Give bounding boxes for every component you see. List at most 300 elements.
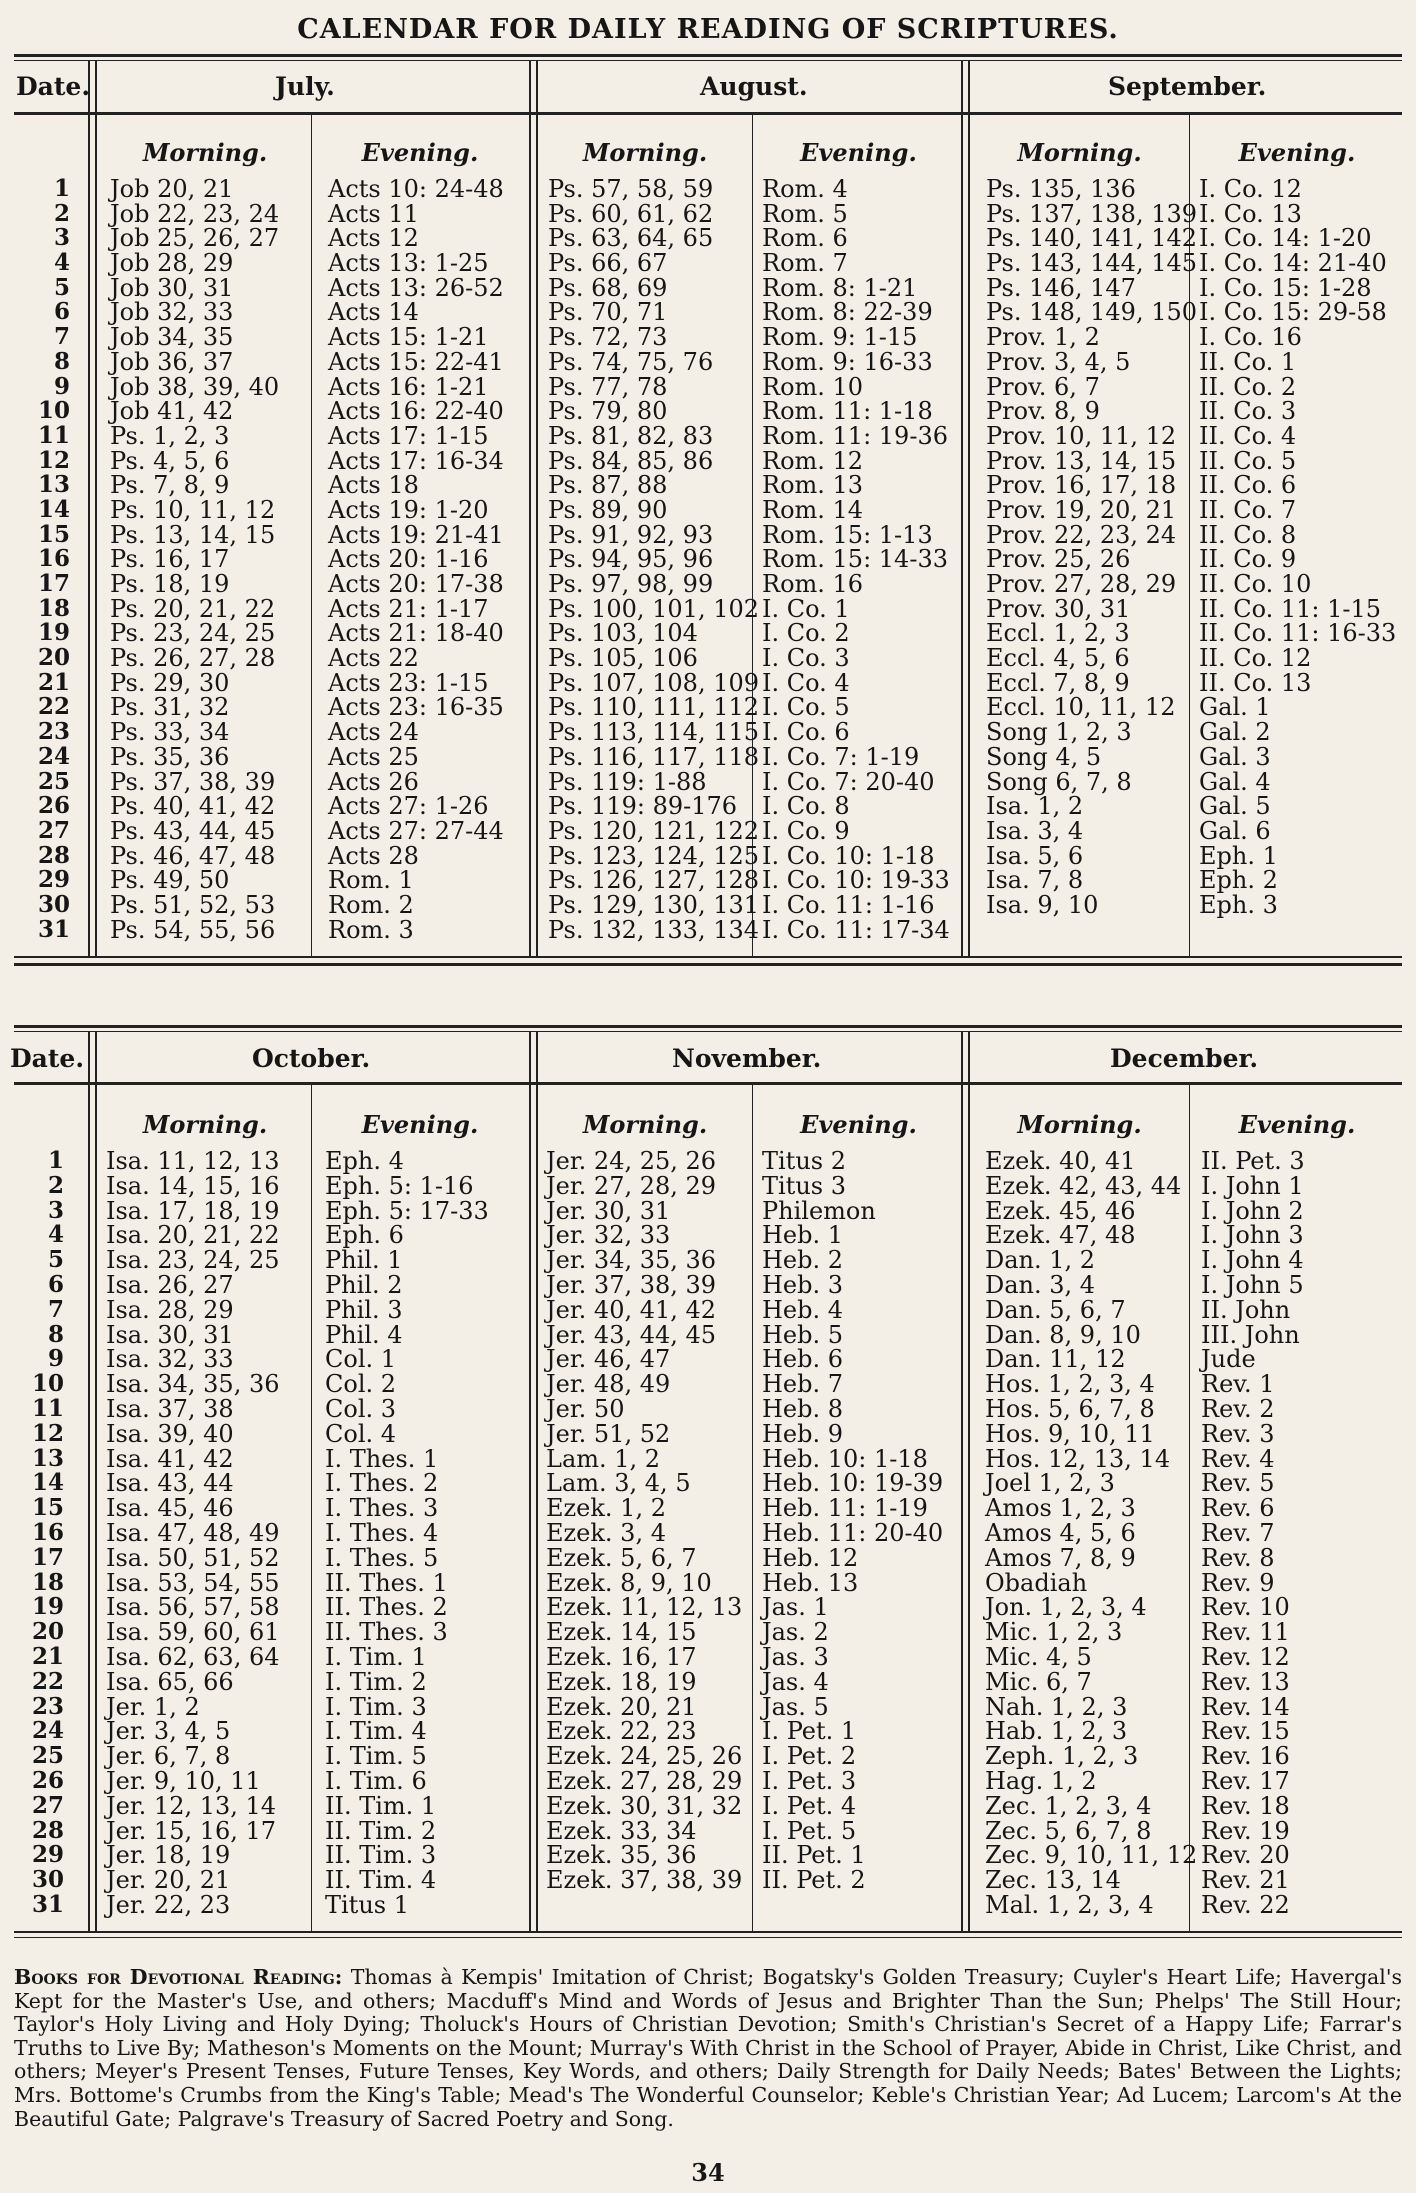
reading-cell: Rom. 8: 22-39 [762,298,933,327]
reading-cell: II. Co. 6 [1199,471,1297,500]
july-morning-column [110,177,279,942]
date-cell: 31 [31,1890,64,1918]
reading-cell: Ps. 43, 44, 45 [110,816,276,845]
reading-cell: Heb. 1 [762,1221,844,1250]
vrule [529,1031,531,1931]
reading-cell: II. Co. 9 [1199,545,1297,574]
reading-cell: Ezek. 8, 9, 10 [546,1568,712,1597]
date-cell: 25 [37,767,70,795]
reading-cell: Rom. 2 [328,890,414,919]
reading-cell: Jer. 32, 33 [546,1221,671,1250]
evening-label: Evening. [1238,1110,1356,1139]
reading-cell: Rom. 9: 1-15 [762,323,918,352]
reading-cell: II. Tim. 4 [325,1866,437,1895]
reading-cell: Ps. 4, 5, 6 [110,446,230,475]
reading-cell: II. Co. 10 [1199,570,1312,598]
reading-cell: Rev. 14 [1201,1692,1290,1721]
reading-cell: Rom. 6 [762,224,848,253]
reading-cell: Ps. 107, 108, 109 [548,668,760,697]
reading-cell: Heb. 3 [762,1270,844,1299]
reading-cell: Ezek. 20, 21 [546,1692,697,1721]
reading-cell: Ps. 10, 11, 12 [110,495,276,524]
vrule [311,1085,312,1931]
reading-cell: Gal. 3 [1199,742,1271,771]
reading-cell: Acts 17: 1-15 [328,421,489,450]
reading-cell: Isa. 32, 33 [106,1345,234,1374]
reading-cell: Ps. 13, 14, 15 [110,520,276,549]
reading-cell: I. John 2 [1201,1196,1304,1225]
reading-cell: II. Co. 13 [1199,668,1312,697]
reading-cell: Eph. 3 [1199,890,1278,919]
reading-cell: Gal. 4 [1199,767,1271,796]
footer-text: Thomas à Kempis' Imitation of Christ; Bogatsky's Golden Treasury; Cuyler's Heart Life; Havergal's Kept for the Master's Use, and others; Macduff's Mind and Words of Jesus and Brighter Than the Sun; Phelps' The Still Hour; Taylor's Holy Living and Holy Dying; Tholuck's Hours of Christian Devotion; Smith's Christian's Secret of a Happy Life; Farrar's Truths to Live By; Matheson's Moments on the Mount; Murray's With Christ in the School of Prayer, Abide in Christ, Like Christ, and others; Meyer's Present Tenses, Future Tenses, Key Words, and others; Daily Strength for Daily Needs; Bates' Between the Lights; Mrs. Bottome's Crumbs from the King's Table; Mead's The Wonderful Counselor; Keble's Christian Year; Ad Lucem; Larcom's At the Beautiful Gate; Palgrave's Treasury of Sacred Poetry and Song. [14,1965,1402,2131]
date-cell: 5 [53,273,70,301]
reading-cell: Prov. 8, 9 [986,397,1100,426]
reading-cell: Jas. 5 [762,1692,829,1721]
reading-cell: Mic. 1, 2, 3 [985,1618,1123,1647]
reading-cell: Ps. 54, 55, 56 [110,915,276,944]
date-cell: 23 [37,718,70,746]
reading-cell: Rom. 14 [762,495,864,524]
vrule [536,60,538,956]
reading-cell: Heb. 6 [762,1345,844,1374]
reading-cell: Jon. 1, 2, 3, 4 [985,1593,1147,1622]
reading-cell: Ps. 40, 41, 42 [110,792,276,821]
reading-cell: Rev. 4 [1201,1444,1275,1473]
reading-cell: Heb. 12 [762,1543,859,1572]
reading-cell: Acts 10: 24-48 [328,175,504,203]
reading-cell: Jer. 30, 31 [546,1196,671,1225]
reading-cell: Hos. 1, 2, 3, 4 [985,1370,1155,1399]
reading-cell: Acts 21: 1-17 [328,594,489,623]
reading-cell: Heb. 2 [762,1246,844,1275]
rule-top-2b [14,1031,1402,1032]
reading-cell: Acts 28 [328,841,419,870]
reading-cell: Ps. 81, 82, 83 [548,421,714,450]
reading-cell: Ps. 129, 130, 131 [548,890,760,919]
morning-label: Morning. [582,1110,708,1139]
reading-cell: Eccl. 4, 5, 6 [986,644,1130,673]
reading-cell: Ps. 140, 141, 142 [986,224,1198,253]
reading-cell: Heb. 13 [762,1568,859,1597]
reading-cell: Isa. 3, 4 [986,816,1084,845]
reading-cell: I. Co. 11: 1-16 [762,890,935,919]
morning-label: Morning. [582,138,708,167]
reading-cell: Dan. 3, 4 [985,1270,1096,1299]
reading-cell: Ezek. 30, 31, 32 [546,1791,743,1820]
vrule [529,60,531,956]
reading-cell: I. John 5 [1201,1270,1304,1299]
reading-cell: Jer. 34, 35, 36 [546,1246,717,1275]
date-cell: 19 [37,619,70,647]
reading-cell: Ezek. 45, 46 [985,1196,1136,1225]
date-cell: 16 [31,1518,64,1546]
reading-cell: I. Thes. 4 [325,1518,439,1547]
vrule [536,1031,538,1931]
reading-cell: Eph. 1 [1199,841,1278,870]
month-header-august: August. [700,72,808,101]
reading-cell: II. Co. 11: 1-15 [1199,594,1382,623]
reading-cell: II. Co. 5 [1199,446,1297,475]
reading-cell [1199,918,1396,943]
reading-cell: Prov. 30, 31 [986,594,1131,623]
reading-cell: Ps. 16, 17 [110,545,230,574]
reading-cell: I. Co. 5 [762,693,850,722]
reading-cell: Acts 26 [328,767,419,796]
reading-cell: Ps. 119: 89-176 [548,792,738,821]
reading-cell: Jude [1201,1345,1256,1374]
evening-label: Evening. [1238,138,1356,167]
reading-cell: II. Thes. 2 [325,1593,448,1622]
date-cell: 20 [31,1618,64,1646]
reading-cell: Rev. 11 [1201,1618,1290,1647]
reading-cell: Rev. 21 [1201,1866,1290,1895]
reading-cell: Prov. 6, 7 [986,372,1100,401]
date-cell: 29 [37,866,70,894]
vrule [961,60,963,956]
reading-cell: Ps. 97, 98, 99 [548,570,714,598]
reading-cell: Isa. 30, 31 [106,1320,234,1349]
date-cell: 4 [53,249,70,277]
date-column [10,177,70,942]
september-morning-column [986,177,1197,942]
reading-cell: II. Pet. 2 [762,1866,866,1895]
reading-cell: Job 22, 23, 24 [110,199,280,228]
rule-bottom-1 [14,956,1402,958]
reading-cell: Jer. 20, 21 [106,1866,231,1895]
date-cell: 17 [37,570,70,597]
date-header: Date. [10,1044,85,1073]
reading-cell: Rom. 15: 14-33 [762,545,948,574]
date-cell: 27 [31,1791,64,1819]
reading-cell: I. Co. 2 [762,619,850,648]
reading-cell: Zec. 1, 2, 3, 4 [985,1791,1152,1820]
reading-cell: II. Co. 12 [1199,644,1312,673]
reading-cell: Titus 2 [762,1147,846,1175]
reading-cell: Ps. 18, 19 [110,570,230,598]
reading-cell: Job 20, 21 [110,175,234,203]
september-evening-column [1199,177,1396,942]
reading-cell: Prov. 1, 2 [986,323,1100,352]
reading-cell: Dan. 11, 12 [985,1345,1126,1374]
reading-cell: Isa. 14, 15, 16 [106,1171,280,1200]
reading-cell: Jas. 4 [762,1667,829,1696]
reading-cell: Ezek. 33, 34 [546,1816,697,1845]
reading-cell: Rev. 1 [1201,1370,1275,1399]
reading-cell: Heb. 4 [762,1295,844,1324]
reading-cell: I. Co. 14: 21-40 [1199,249,1387,278]
reading-cell: Rev. 7 [1201,1518,1275,1547]
reading-cell: Jer. 24, 25, 26 [546,1147,717,1175]
date-cell: 30 [37,890,70,918]
reading-cell: Eph. 6 [325,1221,404,1250]
reading-cell: Ezek. 1, 2 [546,1494,666,1523]
reading-cell: Ps. 137, 138, 139 [986,199,1198,228]
reading-cell: II. Co. 7 [1199,495,1297,524]
december-morning-column [985,1149,1197,1918]
reading-cell: Joel 1, 2, 3 [985,1469,1115,1498]
page-number: 34 [691,2158,725,2187]
reading-cell: Ps. 35, 36 [110,742,230,771]
date-cell: 25 [31,1742,64,1770]
reading-cell: Rev. 6 [1201,1494,1275,1523]
reading-cell: II. Co. 1 [1199,347,1297,376]
date-header: Date. [16,72,91,101]
reading-cell: I. Co. 12 [1199,175,1302,203]
reading-cell: Rom. 9: 16-33 [762,347,933,376]
reading-cell: Ps. 87, 88 [548,471,668,500]
reading-cell: II. Thes. 1 [325,1568,448,1597]
reading-cell: Eccl. 1, 2, 3 [986,619,1130,648]
reading-cell: Jas. 3 [762,1642,829,1671]
reading-cell: Ezek. 5, 6, 7 [546,1543,697,1572]
reading-cell: Jer. 37, 38, 39 [546,1270,717,1299]
reading-cell: Ps. 100, 101, 102 [548,594,760,623]
reading-cell: Isa. 53, 54, 55 [106,1568,280,1597]
month-header-september: September. [1108,72,1267,101]
reading-cell: Song 1, 2, 3 [986,718,1132,747]
date-cell: 18 [31,1568,64,1596]
vrule [95,1031,97,1931]
reading-cell: Rev. 17 [1201,1766,1290,1795]
reading-cell: Heb. 10: 1-18 [762,1444,928,1473]
reading-cell: Ezek. 3, 4 [546,1518,666,1547]
reading-cell: Jer. 46, 47 [546,1345,671,1374]
reading-cell: Phil. 4 [325,1320,403,1349]
date-cell: 15 [37,520,70,548]
reading-cell: Dan. 8, 9, 10 [985,1320,1141,1349]
reading-cell: Rom. 13 [762,471,864,500]
reading-cell: Jer. 1, 2 [106,1692,200,1721]
rule-top-2 [14,1025,1402,1028]
reading-cell: Job 36, 37 [110,347,234,376]
reading-cell: Philemon [762,1196,876,1225]
date-cell: 26 [37,792,70,820]
reading-cell: Ps. 72, 73 [548,323,668,352]
date-cell: 2 [53,199,70,227]
reading-cell: I. Tim. 5 [325,1742,427,1771]
reading-cell: I. Pet. 3 [762,1766,857,1795]
reading-cell: I. John 4 [1201,1246,1304,1275]
reading-cell: Rom. 7 [762,249,848,278]
reading-cell: Rev. 16 [1201,1742,1290,1771]
reading-cell: Heb. 11: 20-40 [762,1518,944,1547]
date-column [4,1149,64,1918]
reading-cell: Rev. 9 [1201,1568,1275,1597]
reading-cell: Rev. 18 [1201,1791,1290,1820]
august-morning-column [548,177,759,942]
reading-cell: Ps. 37, 38, 39 [110,767,276,796]
reading-cell: Phil. 3 [325,1295,403,1324]
reading-cell: Acts 22 [328,644,419,673]
reading-cell: Ps. 7, 8, 9 [110,471,230,500]
reading-cell [546,1893,742,1918]
reading-cell: Hos. 9, 10, 11 [985,1419,1155,1448]
morning-label: Morning. [142,138,268,167]
reading-cell: I. Co. 10: 1-18 [762,841,935,870]
reading-cell: Amos 4, 5, 6 [985,1518,1136,1547]
reading-cell: Eccl. 10, 11, 12 [986,693,1176,722]
date-cell: 12 [31,1419,64,1447]
july-evening-column [328,177,504,942]
reading-cell: Acts 19: 1-20 [328,495,489,524]
reading-cell: Song 4, 5 [986,742,1102,771]
date-cell: 14 [31,1469,64,1497]
reading-cell: Zec. 13, 14 [985,1866,1121,1895]
date-cell: 21 [37,668,70,696]
reading-cell: Jer. 22, 23 [106,1890,231,1919]
reading-cell: Acts 27: 1-26 [328,792,489,821]
reading-cell: Isa. 45, 46 [106,1494,234,1523]
date-cell: 20 [37,644,70,672]
reading-cell: Isa. 26, 27 [106,1270,234,1299]
reading-cell: I. Co. 7: 20-40 [762,767,935,796]
reading-cell: Heb. 5 [762,1320,844,1349]
reading-cell: II. Tim. 2 [325,1816,437,1845]
reading-cell: Isa. 37, 38 [106,1394,234,1423]
reading-cell: Job 41, 42 [110,397,234,426]
reading-cell: Isa. 41, 42 [106,1444,234,1473]
reading-cell: Isa. 59, 60, 61 [106,1618,280,1647]
reading-cell: Hos. 5, 6, 7, 8 [985,1394,1155,1423]
reading-cell: Ps. 79, 80 [548,397,668,426]
footer-lead: Books for Devotional Reading: [14,1965,343,1989]
reading-cell: Ezek. 35, 36 [546,1841,697,1870]
reading-cell: Acts 15: 22-41 [328,347,504,376]
reading-cell: Rom. 12 [762,446,864,475]
date-cell: 11 [37,421,70,449]
reading-cell: Isa. 34, 35, 36 [106,1370,280,1399]
reading-cell: Ps. 31, 32 [110,693,230,722]
reading-cell: Ps. 29, 30 [110,668,230,697]
november-morning-column [546,1149,742,1918]
reading-cell: Zeph. 1, 2, 3 [985,1742,1139,1771]
vrule [752,1085,753,1931]
reading-cell: Rom. 16 [762,570,864,598]
reading-cell: I. Tim. 3 [325,1692,427,1721]
date-cell: 24 [37,742,70,770]
reading-cell: Acts 27: 27-44 [328,816,504,845]
december-evening-column [1201,1149,1305,1918]
reading-cell: Ps. 33, 34 [110,718,230,747]
reading-cell: II. Co. 3 [1199,397,1297,426]
reading-cell: Acts 25 [328,742,419,771]
date-cell: 4 [47,1221,64,1249]
date-cell: 17 [31,1543,64,1571]
date-cell: 27 [37,816,70,844]
reading-cell: Ps. 113, 114, 115 [548,718,760,747]
reading-cell: Isa. 5, 6 [986,841,1084,870]
date-cell: 8 [47,1320,64,1348]
reading-cell: Rev. 8 [1201,1543,1275,1572]
reading-cell: Ps. 132, 133, 134 [548,915,760,944]
reading-cell: Dan. 1, 2 [985,1246,1096,1275]
reading-cell: Col. 4 [325,1419,397,1448]
reading-cell: Ps. 77, 78 [548,372,668,401]
reading-cell: Jer. 3, 4, 5 [106,1717,231,1746]
reading-cell: Isa. 47, 48, 49 [106,1518,280,1547]
vrule [968,1031,970,1931]
reading-cell: Ps. 66, 67 [548,249,668,278]
reading-cell: Acts 16: 22-40 [328,397,504,426]
reading-cell: Heb. 10: 19-39 [762,1469,944,1498]
date-cell: 9 [47,1345,64,1373]
reading-cell: Song 6, 7, 8 [986,767,1132,796]
reading-cell: Ezek. 16, 17 [546,1642,697,1671]
reading-cell: Eph. 4 [325,1147,404,1175]
rule-head-2 [14,1082,1402,1085]
reading-cell: Isa. 62, 63, 64 [106,1642,280,1671]
date-cell: 12 [37,446,70,474]
month-header-october: October. [252,1044,371,1073]
reading-cell [986,918,1197,943]
evening-label: Evening. [800,1110,917,1139]
reading-cell: Ps. 119: 1-88 [548,767,707,796]
reading-cell: Isa. 17, 18, 19 [106,1196,280,1225]
reading-cell: Rom. 4 [762,175,848,203]
reading-cell: Heb. 7 [762,1370,844,1399]
reading-cell [762,1893,943,1918]
reading-cell: Rev. 19 [1201,1816,1290,1845]
reading-cell: Ezek. 18, 19 [546,1667,697,1696]
reading-cell: Gal. 6 [1199,816,1271,845]
reading-cell: II. John [1201,1295,1291,1324]
october-morning-column [106,1149,280,1918]
rule-top-1 [14,54,1402,57]
reading-cell: Acts 20: 1-16 [328,545,489,574]
reading-cell: I. Tim. 4 [325,1717,427,1746]
date-cell: 29 [31,1841,64,1869]
reading-cell: Col. 1 [325,1345,397,1374]
reading-cell: Heb. 9 [762,1419,844,1448]
reading-cell: Jer. 50 [546,1394,625,1423]
date-cell: 15 [31,1494,64,1522]
reading-cell: Jas. 2 [762,1618,829,1647]
morning-label: Morning. [142,1110,268,1139]
reading-cell: Titus 1 [325,1890,409,1919]
reading-cell: Dan. 5, 6, 7 [985,1295,1126,1324]
vrule [95,60,97,956]
date-cell: 19 [31,1593,64,1621]
rule-bottom-2b [14,1937,1402,1938]
reading-cell: I. Co. 11: 17-34 [762,915,950,944]
reading-cell: Prov. 10, 11, 12 [986,421,1177,450]
reading-cell: Gal. 1 [1199,693,1271,722]
date-cell: 13 [31,1444,64,1472]
reading-cell: Ps. 46, 47, 48 [110,841,276,870]
reading-cell: I. Co. 9 [762,816,850,845]
date-cell: 23 [31,1692,64,1720]
reading-cell: Jer. 51, 52 [546,1419,671,1448]
reading-cell: Prov. 25, 26 [986,545,1131,574]
reading-cell: Isa. 20, 21, 22 [106,1221,280,1250]
reading-cell: Isa. 23, 24, 25 [106,1246,280,1275]
reading-cell: I. Co. 15: 1-28 [1199,273,1372,302]
reading-cell: Prov. 16, 17, 18 [986,471,1177,500]
reading-cell: Isa. 1, 2 [986,792,1084,821]
reading-cell: Acts 21: 18-40 [328,619,504,648]
reading-cell: Titus 3 [762,1171,846,1200]
reading-cell: Ps. 143, 144, 145 [986,249,1198,278]
reading-cell: Isa. 7, 8 [986,866,1084,895]
reading-cell: Amos 1, 2, 3 [985,1494,1136,1523]
reading-cell: Nah. 1, 2, 3 [985,1692,1128,1721]
date-cell: 7 [47,1295,64,1323]
reading-cell: Ezek. 47, 48 [985,1221,1136,1250]
reading-cell: Rom. 15: 1-13 [762,520,933,549]
vrule [961,1031,963,1931]
reading-cell: Jer. 9, 10, 11 [106,1766,261,1795]
